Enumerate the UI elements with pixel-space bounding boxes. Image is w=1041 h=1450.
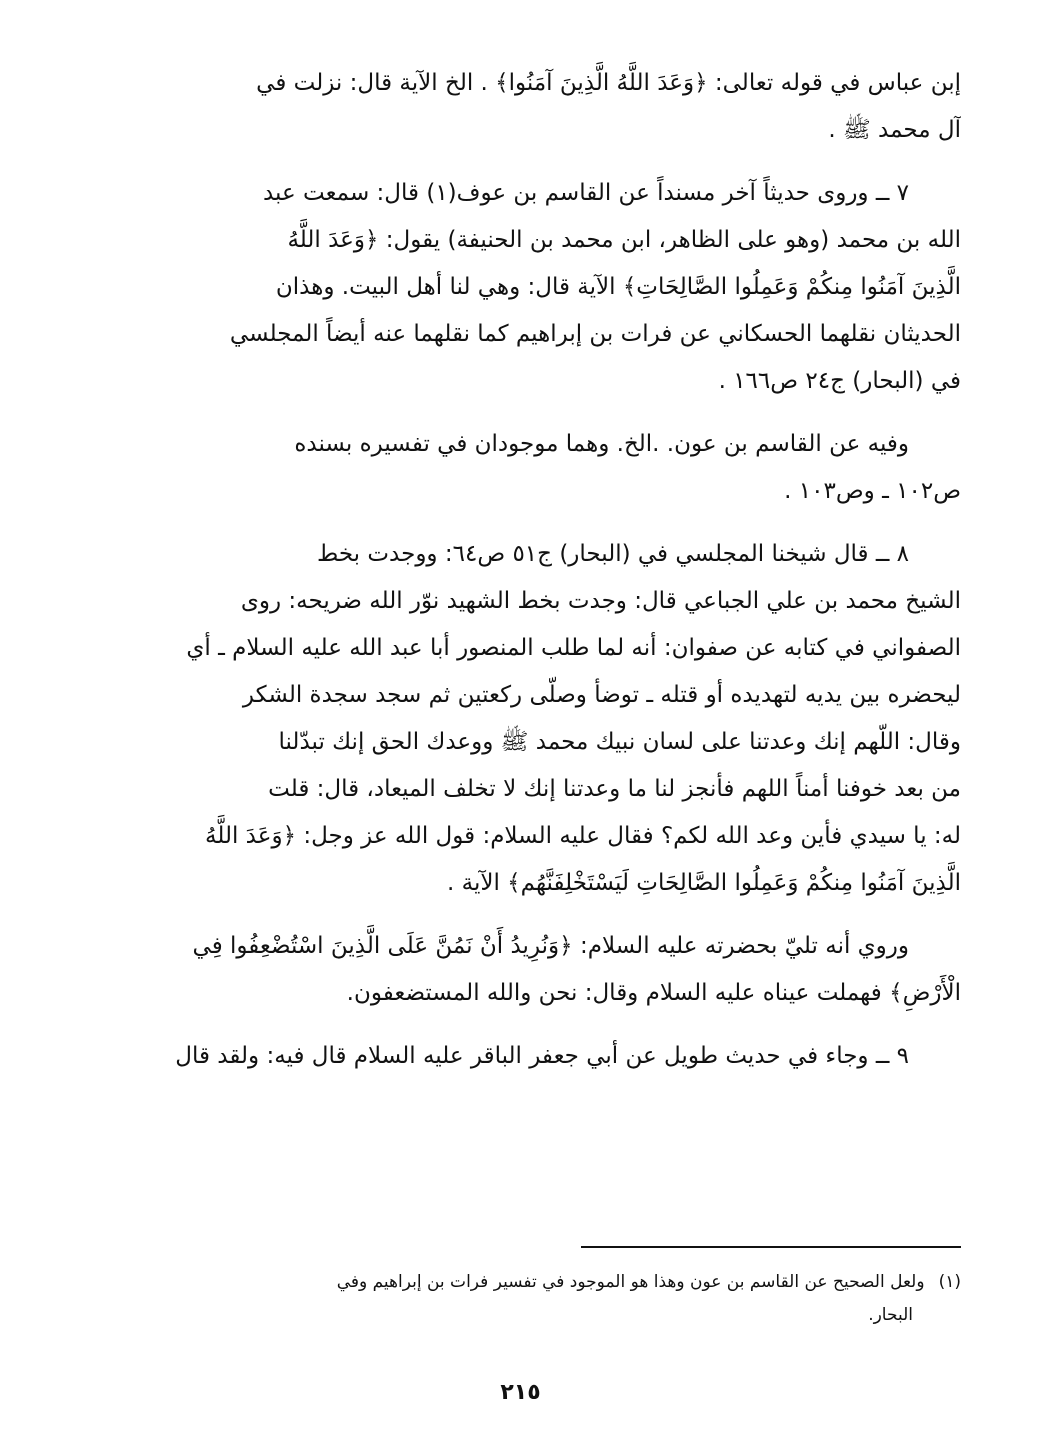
text-line: وقال: اللّهم إنك وعدتنا على لسان نبيك محمد ﷺ ووعدك الحق إنك تبدّلنا	[278, 729, 961, 755]
paragraph-6	[80, 1033, 961, 1080]
text-line: الله بن محمد (وهو على الظاهر، ابن محمد بن الحنيفة) يقول: ﴿وَعَدَ اللَّهُ	[287, 227, 961, 253]
footnote-text: ولعل الصحيح عن القاسم بن عون وهذا هو الموجود في تفسير فرات بن إبراهيم وفي	[336, 1272, 925, 1292]
page-number: ٢١٥	[500, 1380, 541, 1405]
text-line: الْأَرْضِ﴾ فهملت عيناه عليه السلام وقال: نحن والله المستضعفون.	[346, 980, 961, 1006]
footnote	[80, 1266, 961, 1332]
text-line: الَّذِينَ آمَنُوا مِنكُمْ وَعَمِلُوا الصَّالِحَاتِ﴾ الآية قال: وهي لنا أهل البيت. وهذان	[275, 274, 961, 300]
footnote-line	[80, 1266, 961, 1299]
text-line: ٩ ــ وجاء في حديث طويل عن أبي جعفر الباقر عليه السلام قال فيه: ولقد قال	[175, 1043, 909, 1069]
text-line: ٨ ــ قال شيخنا المجلسي في (البحار) ج٥١ ص٦٤: ووجدت بخط	[316, 541, 909, 567]
text-line: ص١٠٢ ـ وص١٠٣ .	[784, 478, 961, 504]
text-line: له: يا سيدي فأين وعد الله لكم؟ فقال عليه السلام: قول الله عز وجل: ﴿وَعَدَ اللَّهُ	[205, 823, 961, 849]
text-line: الشيخ محمد بن علي الجباعي قال: وجدت بخط الشهيد نوّر الله ضريحه: روى	[240, 588, 961, 614]
footnote-marker: (١)	[938, 1272, 961, 1292]
text-line: وفيه عن القاسم بن عون. .الخ. وهما موجودان في تفسيره بسنده	[294, 431, 909, 457]
text-line: آل محمد ﷺ .	[828, 117, 961, 143]
text-line: الَّذِينَ آمَنُوا مِنكُمْ وَعَمِلُوا الصَّالِحَاتِ لَيَسْتَخْلِفَنَّهُم﴾ الآية .	[446, 870, 961, 896]
text-line: ليحضره بين يديه لتهديده أو قتله ـ توضأ وصلّى ركعتين ثم سجد سجدة الشكر	[242, 682, 961, 708]
paragraph-5	[80, 923, 961, 1017]
text-line: الصفواني في كتابه عن صفوان: أنه لما طلب المنصور أبا عبد الله عليه السلام ـ أي	[186, 635, 961, 661]
text-line: ٧ ــ وروى حديثاً آخر مسنداً عن القاسم بن عوف(١) قال: سمعت عبد	[262, 180, 909, 206]
text-line: في (البحار) ج٢٤ ص١٦٦ .	[718, 368, 961, 394]
paragraph-3	[80, 421, 961, 515]
paragraph-1	[80, 60, 961, 154]
text-line: الحديثان نقلهما الحسكاني عن فرات بن إبراهيم كما نقلهما عنه أيضاً المجلسي	[229, 321, 961, 347]
paragraph-4	[80, 531, 961, 907]
footnote-text: البحار.	[868, 1305, 913, 1325]
text-line: إبن عباس في قوله تعالى: ﴿وَعَدَ اللَّهُ الَّذِينَ آمَنُوا﴾ . الخ الآية قال: نزلت في	[256, 70, 961, 96]
paragraph-2	[80, 170, 961, 405]
text-line: من بعد خوفنا أمناً اللهم فأنجز لنا ما وعدتنا إنك لا تخلف الميعاد، قال: قلت	[268, 776, 961, 802]
text-line: وروي أنه تليّ بحضرته عليه السلام: ﴿وَنُرِيدُ أَنْ نَمُنَّ عَلَى الَّذِينَ اسْتُضْعِفُوا فِي	[192, 933, 909, 959]
footnote-divider	[581, 1246, 961, 1248]
footnote-line	[80, 1299, 961, 1332]
